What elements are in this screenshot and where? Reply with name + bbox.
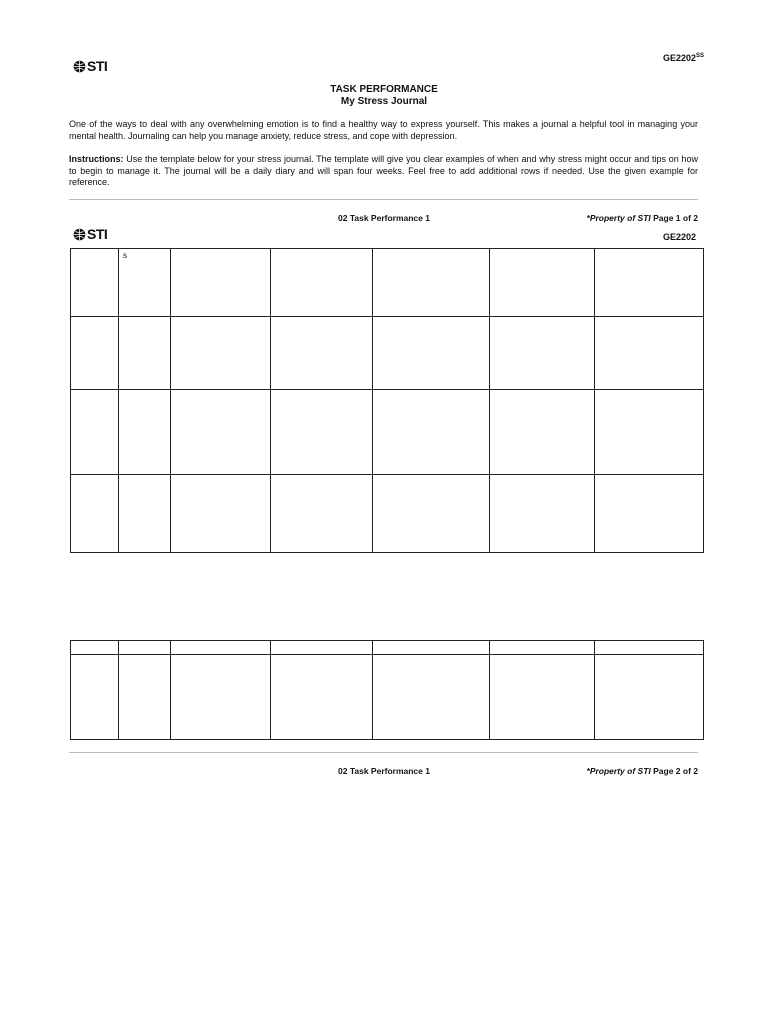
table-cell[interactable] — [271, 317, 373, 390]
table-row — [71, 317, 704, 390]
table-cell[interactable] — [71, 641, 119, 655]
sti-logo — [73, 58, 107, 74]
table-cell[interactable] — [271, 475, 373, 553]
instructions-paragraph — [69, 154, 698, 189]
table-cell[interactable] — [271, 641, 373, 655]
table-cell[interactable] — [373, 475, 490, 553]
page-title: TASK PERFORMANCE — [330, 84, 438, 95]
table-cell[interactable] — [490, 475, 595, 553]
globe-icon — [73, 228, 86, 241]
table-cell[interactable] — [171, 641, 271, 655]
logo-text: STI — [87, 226, 108, 242]
table-cell[interactable] — [71, 475, 119, 553]
table-row — [71, 249, 704, 317]
table-cell[interactable] — [271, 655, 373, 740]
instructions-label: Instructions: — [69, 154, 124, 164]
footer-page-number: Page 2 of 2 — [650, 766, 698, 776]
footer-divider-page2 — [69, 752, 698, 753]
table-cell[interactable] — [271, 390, 373, 475]
course-code-page2: GE2202 — [663, 232, 697, 242]
footer-page-info-page2 — [587, 766, 698, 776]
table-cell[interactable] — [373, 641, 490, 655]
table-row — [71, 641, 704, 655]
table-cell[interactable] — [71, 317, 119, 390]
course-code-suffix: SS — [696, 53, 705, 59]
footer-property: *Property of STI — [586, 213, 651, 223]
intro-paragraph: One of the ways to deal with any overwhelming emotion is to find a healthy way to express yourself. This makes a journal a helpful tool in managing your mental health. Journaling can help you manage anxiety, reduce stress, and cope with depression. — [69, 119, 698, 141]
table-cell[interactable] — [490, 249, 595, 317]
table-cell[interactable] — [171, 249, 271, 317]
table-cell[interactable] — [490, 317, 595, 390]
table-cell[interactable] — [119, 655, 171, 740]
footer-task-label-page2: 02 Task Performance 1 — [338, 766, 430, 776]
table-cell[interactable] — [595, 249, 704, 317]
table-cell[interactable] — [490, 655, 595, 740]
table-cell[interactable] — [71, 390, 119, 475]
table-cell[interactable] — [595, 390, 704, 475]
table-cell[interactable] — [595, 317, 704, 390]
footer-page-info — [587, 213, 698, 223]
page-subtitle: My Stress Journal — [340, 96, 428, 107]
table-row — [71, 475, 704, 553]
table-cell[interactable] — [119, 390, 171, 475]
table-cell[interactable] — [119, 317, 171, 390]
table-cell[interactable] — [119, 641, 171, 655]
table-cell[interactable] — [171, 475, 271, 553]
table-cell[interactable] — [271, 249, 373, 317]
table-cell[interactable] — [373, 249, 490, 317]
table-cell[interactable] — [71, 249, 119, 317]
table-cell[interactable] — [373, 390, 490, 475]
table-row — [71, 655, 704, 740]
globe-icon — [73, 60, 86, 73]
table-cell[interactable] — [119, 475, 171, 553]
table-cell[interactable] — [171, 655, 271, 740]
table-cell[interactable] — [373, 655, 490, 740]
journal-table — [70, 248, 704, 553]
table-cell[interactable] — [595, 655, 704, 740]
table-cell[interactable] — [490, 390, 595, 475]
footer-property: *Property of STI — [586, 766, 651, 776]
sti-logo-page2 — [73, 226, 107, 242]
footer-page-number: Page 1 of 2 — [650, 213, 698, 223]
cell-text: s — [123, 251, 127, 260]
footer-divider — [69, 199, 698, 200]
table-cell[interactable] — [373, 317, 490, 390]
logo-text: STI — [87, 58, 108, 74]
table-cell[interactable] — [595, 475, 704, 553]
footer-task-label: 02 Task Performance 1 — [338, 213, 430, 223]
table-cell[interactable] — [119, 249, 171, 317]
table-cell[interactable] — [171, 317, 271, 390]
table-cell[interactable] — [490, 641, 595, 655]
table-cell[interactable] — [595, 641, 704, 655]
table-cell[interactable] — [71, 655, 119, 740]
journal-table-continued — [70, 640, 704, 740]
table-cell[interactable] — [171, 390, 271, 475]
instructions-text: Use the template below for your stress journal. The template will give you clear examples of when and why stress might occur and tips on how to begin to manage it. The journal will be a daily diary and will span four weeks. Feel free to add additional rows if needed. Use the given example for reference. — [69, 154, 698, 187]
course-code: $GE2202^{SS}$ — [663, 53, 705, 63]
table-row — [71, 390, 704, 475]
